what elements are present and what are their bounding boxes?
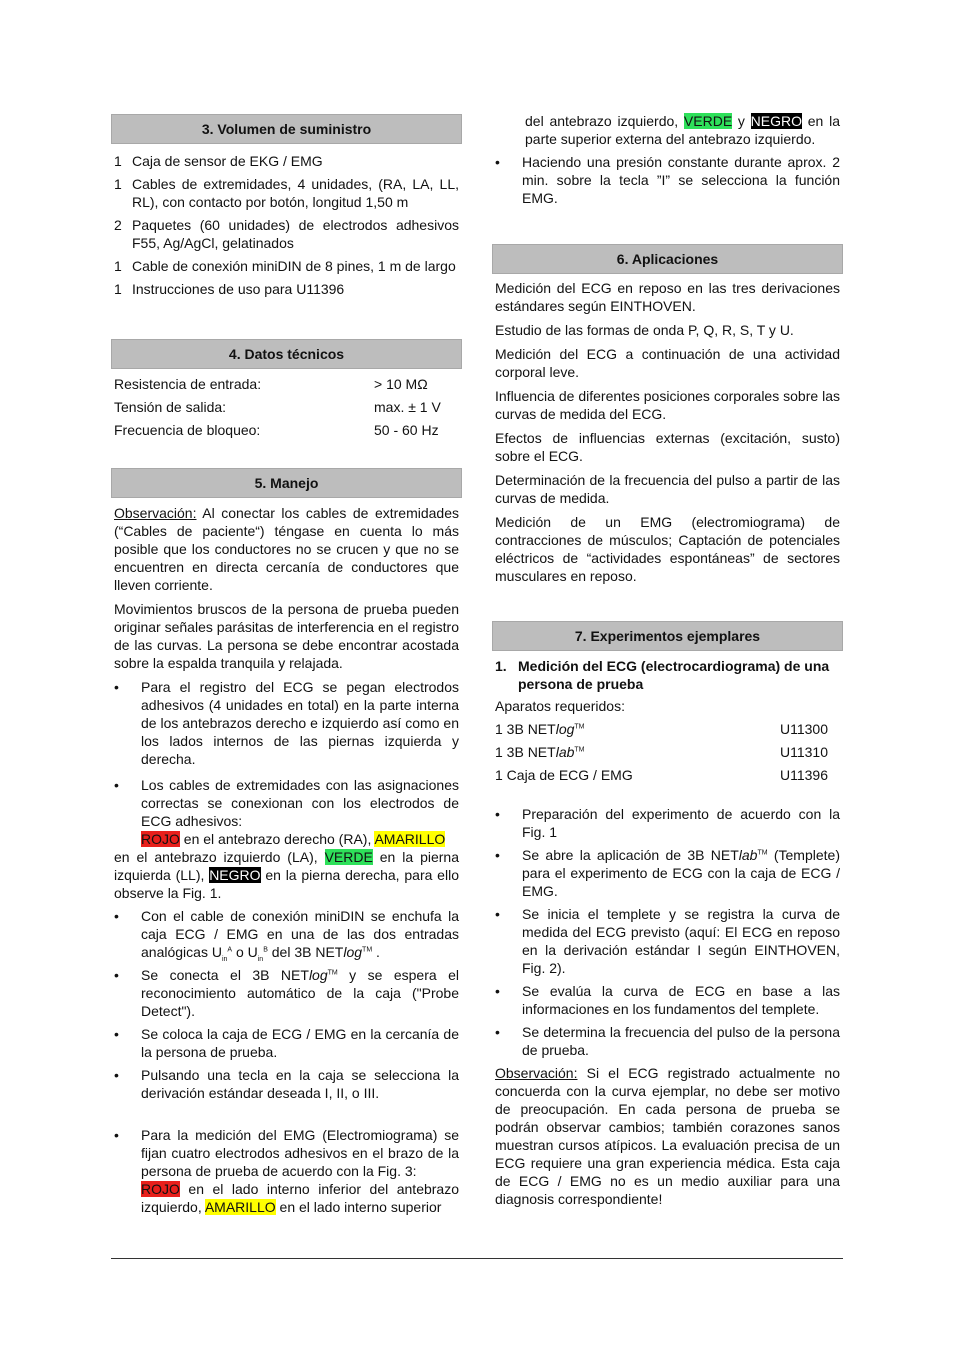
item-text: Cable de conexión miniDIN de 8 pines, 1 m de largo	[132, 258, 456, 274]
trademark: TM	[757, 849, 768, 857]
trademark: TM	[574, 723, 585, 731]
apparatus-name	[495, 720, 585, 738]
bullet-icon: •	[114, 679, 119, 695]
section-heading-applications: 6. Aplicaciones	[492, 244, 843, 274]
bullet-text	[141, 907, 459, 961]
spec-value: > 10 MΩ	[374, 376, 428, 392]
item-text: Caja de sensor de EKG / EMG	[132, 153, 323, 169]
item-qty: 1	[114, 258, 122, 274]
section-heading-handling: 5. Manejo	[111, 468, 462, 498]
item-qty: 1	[114, 176, 122, 192]
experiment-title	[495, 657, 840, 693]
list-item	[114, 776, 459, 848]
color-tag-red: ROJO	[141, 831, 180, 847]
list-item	[114, 216, 459, 252]
bullet-text-part: en el lado interno inferior del antebrazo izquierdo,	[141, 1181, 459, 1215]
spec-label: Frecuencia de bloqueo:	[114, 422, 261, 438]
apparatus-text: 1 3B NET	[495, 744, 556, 760]
handling-paragraph: Movimientos bruscos de la persona de prueba pueden originar señales parásitas de interferencia en el registro de las curvas. La persona se debe encontrar acostada sobre la espalda tranquila y relajada.	[114, 601, 459, 671]
apparatus-row	[495, 766, 828, 784]
bullet-text	[141, 966, 459, 1020]
bullet-text-part: del antebrazo izquierdo,	[525, 113, 684, 129]
color-tag-yellow: AMARILLO	[204, 1199, 276, 1215]
bullet-continuation	[114, 848, 459, 902]
bullet-icon: •	[495, 983, 500, 999]
table-row	[114, 398, 459, 421]
item-text: Paquetes (60 unidades) de electrodos adhesivos F55, Ag/AgCl, gelatinados	[132, 217, 459, 251]
apparatus-text: 1 Caja de ECG / EMG	[495, 767, 633, 783]
list-item	[114, 1066, 459, 1102]
apparatus-code: U11396	[779, 767, 828, 783]
bullet-text: Se coloca la caja de ECG / EMG en la cercanía de la persona de prueba.	[141, 1026, 459, 1060]
color-tag-green: VERDE	[683, 113, 733, 129]
spec-label: Resistencia de entrada:	[114, 376, 262, 392]
apparatus-code: U11300	[779, 721, 828, 737]
bullet-text-part: (Templete) para el experimento de ECG con la caja de ECG / EMG.	[522, 847, 840, 899]
bullet-icon: •	[114, 908, 119, 924]
bullet-text: Para el registro del ECG se pegan electrodos adhesivos (4 unidades en total) en la parte interna de los antebrazos derecho e izquierdo así como en los lados internos de las piernas izquierda y derecha.	[141, 679, 459, 767]
list-item	[114, 907, 459, 961]
application-item: Influencia de diferentes posiciones corporales sobre las curvas de medida del ECG.	[495, 388, 840, 422]
application-item: Efectos de influencias externas (excitación, susto) sobre el ECG.	[495, 430, 840, 464]
bullet-text-part: en el lado interno superior	[275, 1199, 442, 1215]
italic-text: lab	[555, 744, 575, 760]
bullet-icon: •	[114, 777, 119, 793]
bullet-icon: •	[114, 1127, 119, 1143]
bullet-text	[522, 846, 840, 900]
bullet-text	[141, 1126, 459, 1216]
apparatus-text: 1 3B NET	[495, 721, 556, 737]
color-tag-black: NEGRO	[209, 867, 261, 883]
list-item	[495, 982, 840, 1018]
supply-list	[114, 152, 459, 298]
application-item: Estudio de las formas de onda P, Q, R, S, T y U.	[495, 322, 794, 338]
left-column	[111, 114, 462, 1221]
list-item	[114, 966, 459, 1020]
color-tag-yellow: AMARILLO	[374, 831, 446, 847]
list-item	[495, 153, 840, 207]
item-qty: 1	[114, 281, 122, 297]
table-row	[114, 375, 459, 398]
apparatus-row	[495, 743, 828, 761]
bullet-text-part: en la pierna derecha, para ello observe la Fig. 1.	[114, 867, 459, 901]
bullet-text-part: en el antebrazo izquierdo (LA),	[114, 849, 325, 865]
list-item	[495, 905, 840, 977]
list-item	[114, 257, 459, 275]
bullet-text-part: del 3B NET	[267, 944, 344, 960]
experiment-steps	[495, 805, 840, 1059]
note-text: Si el ECG registrado actualmente no concuerda con la curva ejemplar, no debe ser motivo de preocupación. En cada persona de prueba se podrán observar cambios; también corazones sanos muestran cursos atípicos. La evaluación precisa de un ECG requiere una gran experiencia médica. Esta caja de ECG / EMG no es un medio auxiliar para una diagnosis correspondiente!	[495, 1065, 840, 1207]
apparatus-name	[495, 743, 585, 761]
apparatus-row	[495, 720, 828, 738]
italic-text: log	[308, 967, 328, 983]
application-item: Medición del ECG en reposo en las tres derivaciones estándares según EINTHOVEN.	[495, 280, 840, 314]
experiment-note	[495, 1064, 840, 1208]
italic-text: log	[555, 721, 575, 737]
bullet-text: Haciendo una presión constante durante aprox. 2 min. sobre la tecla ”I” se selecciona la función EMG.	[522, 154, 840, 206]
list-item	[114, 175, 459, 211]
note-label: Observación:	[495, 1065, 578, 1081]
item-qty: 1	[114, 153, 122, 169]
bullet-icon: •	[114, 1026, 119, 1042]
list-item	[114, 280, 459, 298]
section-heading-experiments: 7. Experimentos ejemplares	[492, 621, 843, 651]
bullet-icon: •	[495, 1024, 500, 1040]
spec-value: 50 - 60 Hz	[374, 422, 439, 438]
bullet-icon: •	[495, 806, 500, 822]
subscript: in	[221, 955, 228, 963]
spec-label: Tensión de salida:	[114, 399, 227, 415]
subscript: in	[257, 955, 264, 963]
experiment-number: 1.	[495, 658, 507, 674]
section-heading-tech-data: 4. Datos técnicos	[111, 339, 462, 369]
bullet-text-part: Con el cable de conexión miniDIN se enchufa la caja ECG / EMG en una de las dos entradas analógicas U	[141, 908, 459, 960]
bullet-text: Pulsando una tecla en la caja se selecciona la derivación estándar deseada I, II, o III.	[141, 1067, 459, 1101]
experiment-title-text: Medición del ECG (electrocardiograma) de una persona de prueba	[518, 658, 830, 692]
spec-value: max. ± 1 V	[374, 399, 441, 415]
list-item	[114, 678, 459, 768]
apparatus-label: Aparatos requeridos:	[495, 698, 625, 714]
application-item: Medición del ECG a continuación de una actividad corporal leve.	[495, 346, 840, 380]
bullet-text: Se evalúa la curva de ECG en base a las informaciones en los fundamentos del templete.	[522, 983, 840, 1017]
bullet-icon: •	[114, 1067, 119, 1083]
list-item	[114, 1126, 459, 1216]
right-column	[492, 112, 843, 1214]
bullet-text-part: .	[372, 944, 380, 960]
bullet-text: Se inicia el templete y se registra la curva de medida del ECG previsto (aquí: El ECG en reposo en la derivación estándar I según EINTHOVEN, Fig. 2).	[522, 906, 840, 976]
item-text: Cables de extremidades, 4 unidades, (RA, LA, LL, RL), con contacto por botón, longitud 1,50 m	[132, 176, 459, 210]
bullet-text: Preparación del experimento de acuerdo con la Fig. 1	[522, 806, 840, 840]
bullet-text-part: en la parte superior externa del antebrazo izquierdo.	[525, 113, 840, 147]
bullet-main-text: Los cables de extremidades con las asignaciones correctas se conexionan con los electrodos de ECG adhesivos:	[141, 777, 459, 829]
list-item	[114, 1025, 459, 1061]
footer-divider	[111, 1258, 843, 1259]
color-tag-black: NEGRO	[750, 113, 803, 129]
note-label: Observación:	[114, 505, 197, 521]
application-item: Determinación de la frecuencia del pulso a partir de las curvas de medida.	[495, 472, 840, 506]
application-item: Medición de un EMG (electromiograma) de contracciones de músculos; Captación de potenciales eléctricos de “actividades espontáneas” de sectores musculares en reposo.	[495, 514, 840, 584]
bullet-icon: •	[114, 967, 119, 983]
trademark: TM	[574, 746, 585, 754]
bullet-icon: •	[495, 906, 500, 922]
color-tag-red: ROJO	[141, 1181, 180, 1197]
superscript: A	[227, 946, 233, 954]
bullet-text-part: Se abre la aplicación de 3B NET	[522, 847, 739, 863]
bullet-text-part: en la pierna izquierda (LL),	[114, 849, 459, 883]
list-item	[114, 152, 459, 170]
apparatus-code: U11310	[779, 744, 828, 760]
handling-bullets	[114, 678, 459, 1216]
section-heading-supply: 3. Volumen de suministro	[111, 114, 462, 144]
superscript: B	[263, 946, 268, 954]
item-qty: 2	[114, 217, 122, 233]
table-row	[114, 421, 459, 444]
tech-data-table	[114, 375, 459, 444]
bullet-text-part: Se conecta el 3B NET	[141, 967, 309, 983]
list-item	[495, 805, 840, 841]
trademark: TM	[362, 946, 373, 954]
trademark: TM	[327, 969, 338, 977]
bullet-text-part: y se espera el reconocimiento automático de la caja ("Probe Detect").	[141, 967, 459, 1019]
bullet-main-text: Para la medición del EMG (Electromiograma) se fijan cuatro electrodos adhesivos en el brazo de la persona de prueba de acuerdo con la Fig. 3:	[141, 1127, 459, 1179]
italic-text: lab	[738, 847, 758, 863]
bullet-icon: •	[495, 154, 500, 170]
note-text: Al conectar los cables de extremidades (“Cables de paciente“) téngase en cuenta lo más posible que los conductores no se crucen y que no se encuentren en directa cercanía de conductores que lleven corriente.	[114, 505, 459, 593]
list-item	[495, 846, 840, 900]
bullet-text-part: o U	[232, 944, 258, 960]
color-tag-green: VERDE	[324, 849, 373, 865]
bullet-text-part: en el antebrazo derecho (RA),	[179, 831, 375, 847]
item-text: Instrucciones de uso para U11396	[132, 281, 345, 297]
bullet-text	[141, 776, 459, 848]
bullet-text-part: y	[732, 113, 751, 129]
list-item	[495, 1023, 840, 1059]
bullet-text: Se determina la frecuencia del pulso de la persona de prueba.	[522, 1024, 840, 1058]
apparatus-list	[492, 720, 843, 784]
italic-text: log	[343, 944, 363, 960]
handling-note	[114, 504, 459, 594]
bullet-continuation	[525, 112, 840, 148]
handling-bullets-continued	[495, 112, 840, 207]
bullet-icon: •	[495, 847, 500, 863]
apparatus-name	[495, 766, 633, 784]
